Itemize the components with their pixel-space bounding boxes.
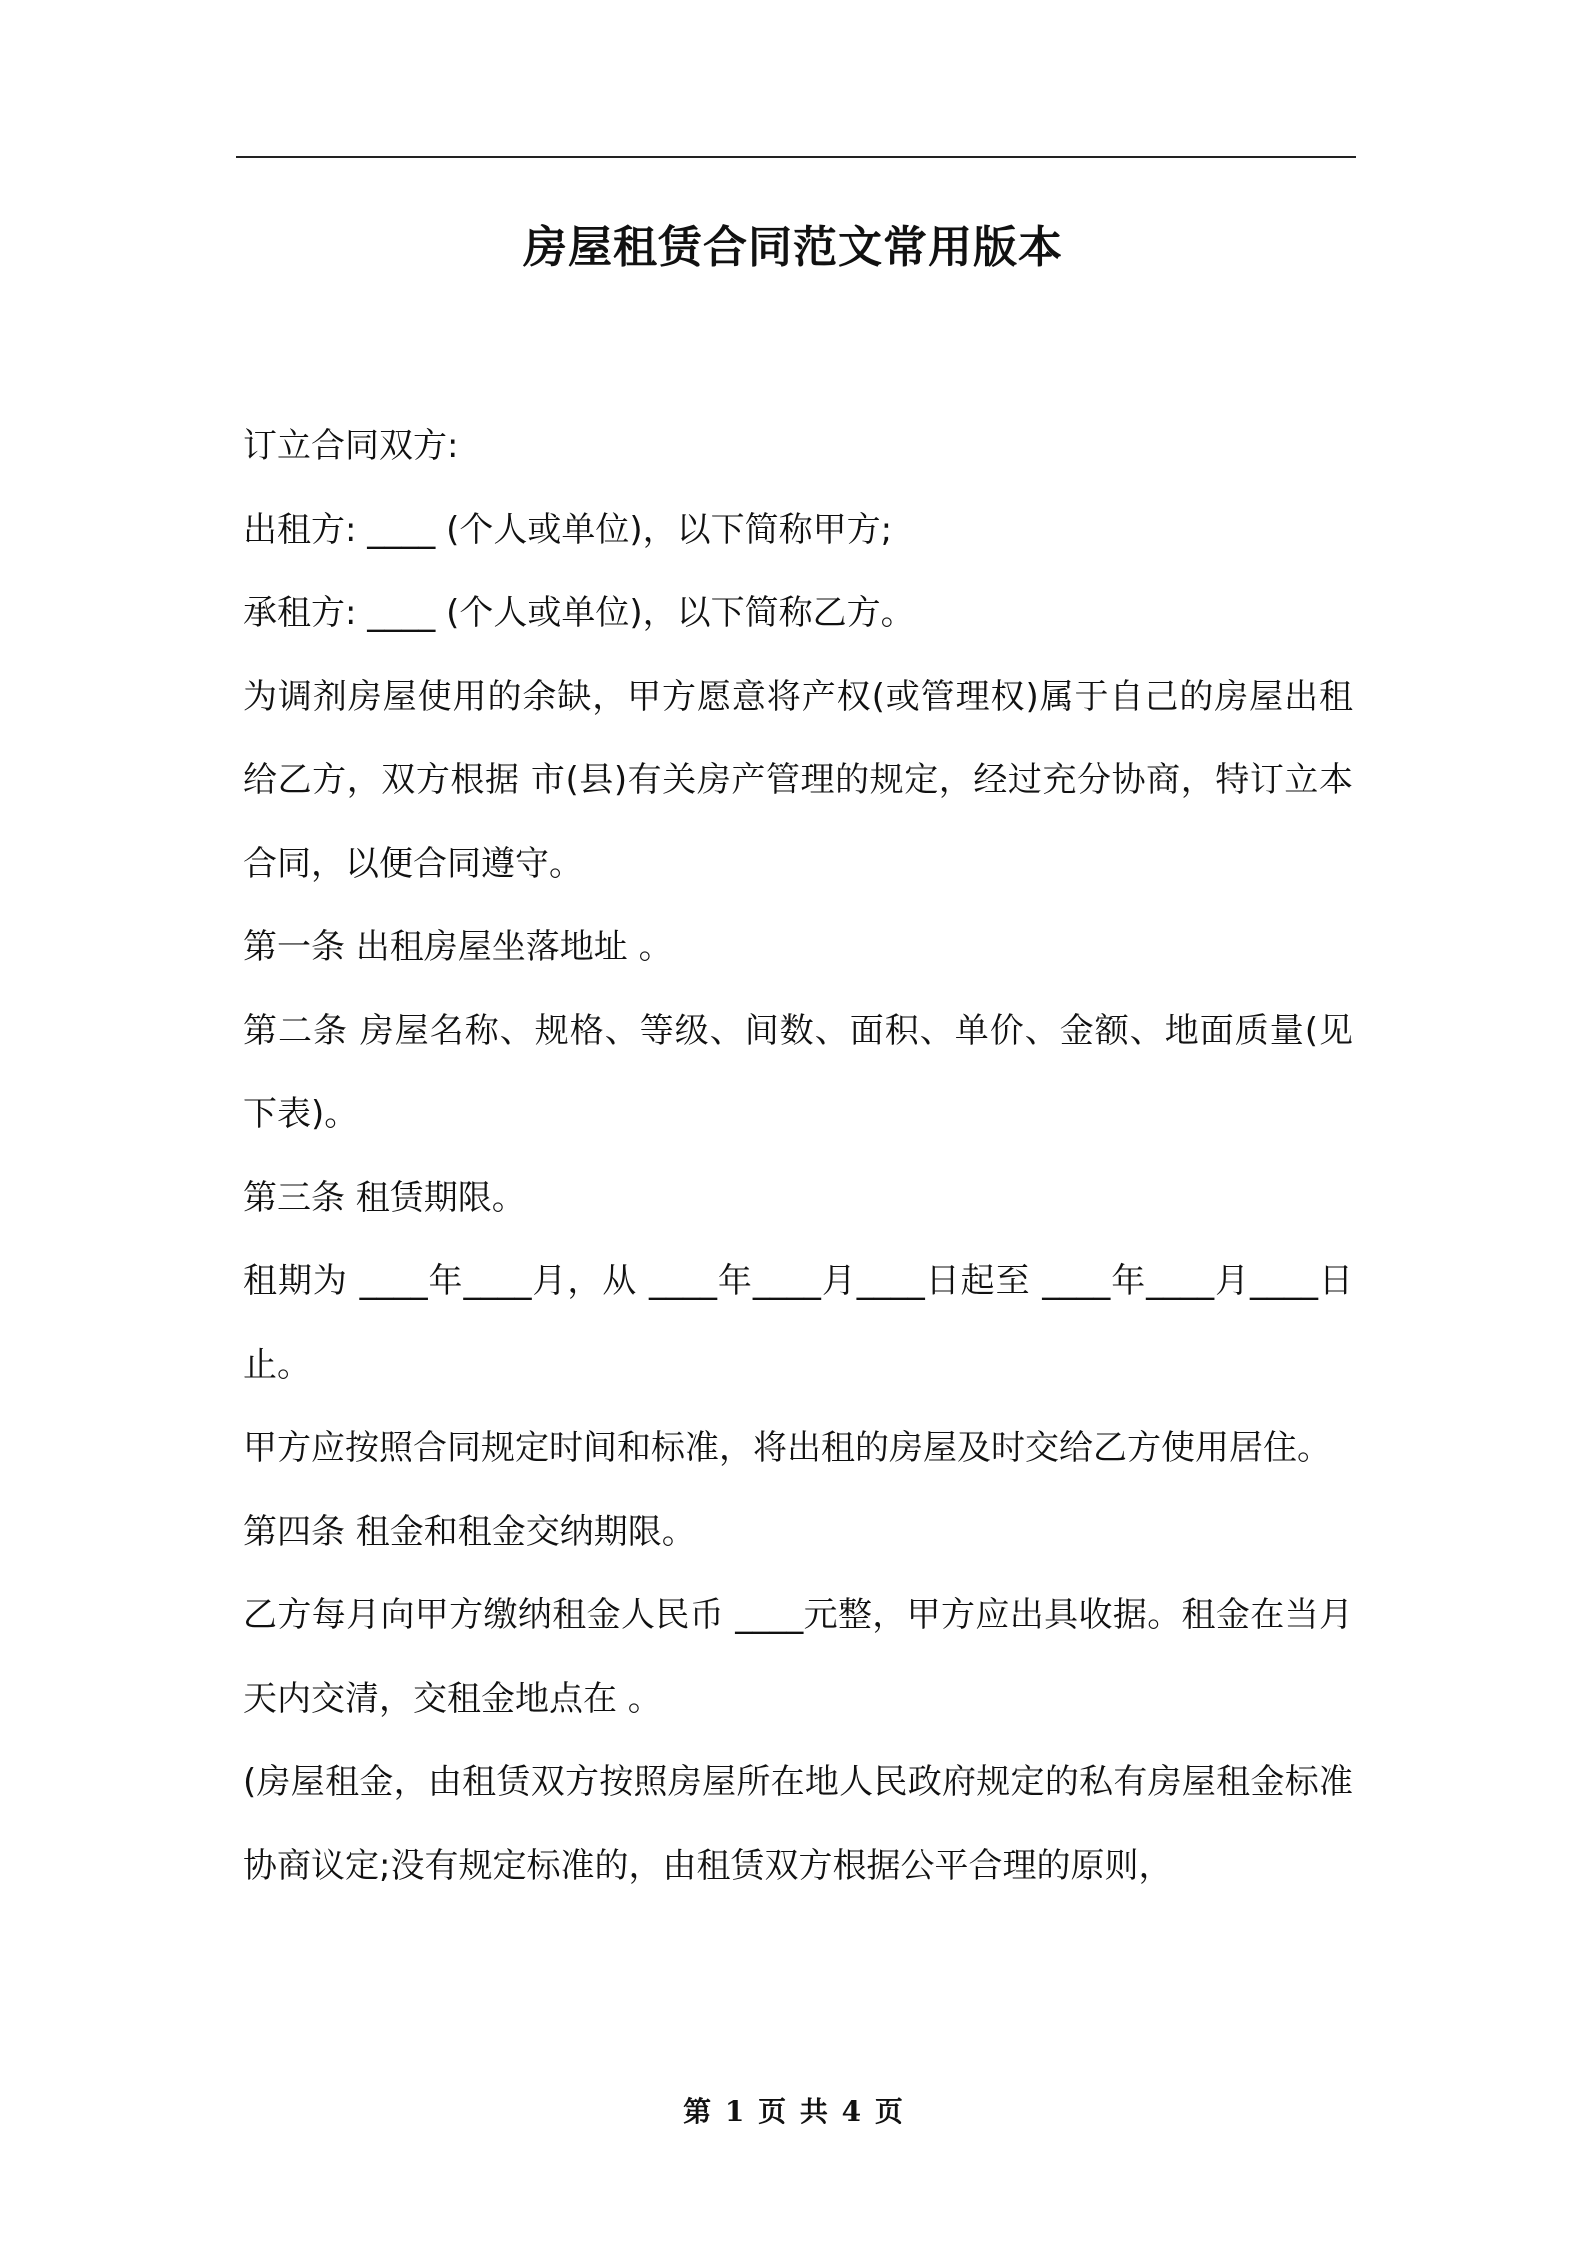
paragraph-delivery: 甲方应按照合同规定时间和标准，将出租的房屋及时交给乙方使用居住。 <box>243 1428 1331 1468</box>
paragraph-article-3: 第三条 租赁期限。 <box>243 1177 526 1218</box>
paragraph-lessee: 承租方: ____ (个人或单位)，以下简称乙方。 <box>243 593 915 633</box>
paragraph-article-4: 第四条 租金和租金交纳期限。 <box>243 1511 696 1552</box>
page-footer: 第 1 页 共 4 页 <box>683 2095 903 2128</box>
paragraph-preamble: 为调剂房屋使用的余缺，甲方愿意将产权(或管理权)属于自己的房屋出租给乙方，双方根据 市(县)有关房产管理的规定，经过充分协商，特订立本合同，以便合同遵守。 <box>243 676 1353 884</box>
paragraph-article-1: 第一条 出租房屋坐落地址 。 <box>243 927 673 967</box>
document-title: 房屋租赁合同范文常用版本 <box>523 222 1063 273</box>
paragraph-lease-term: 租期为 ____年____月，从 ____年____月____日起至 ____年____月____日止。 <box>243 1261 1353 1385</box>
paragraph-article-2: 第二条 房屋名称、规格、等级、间数、面积、单价、金额、地面质量(见下表)。 <box>243 1010 1353 1134</box>
header-rule <box>236 156 1356 158</box>
document-body <box>243 405 1353 1908</box>
paragraph-rent-payment: 乙方每月向甲方缴纳租金人民币 ____元整，甲方应出具收据。租金在当月 天内交清，交租金地点在 。 <box>243 1595 1353 1719</box>
paragraph-rent-standard: (房屋租金，由租赁双方按照房屋所在地人民政府规定的私有房屋租金标准协商议定;没有规定标准的，由租赁双方根据公平合理的原则， <box>243 1762 1353 1886</box>
paragraph-parties-heading: 订立合同双方: <box>243 426 459 466</box>
paragraph-lessor: 出租方: ____ (个人或单位)，以下简称甲方; <box>243 509 893 550</box>
